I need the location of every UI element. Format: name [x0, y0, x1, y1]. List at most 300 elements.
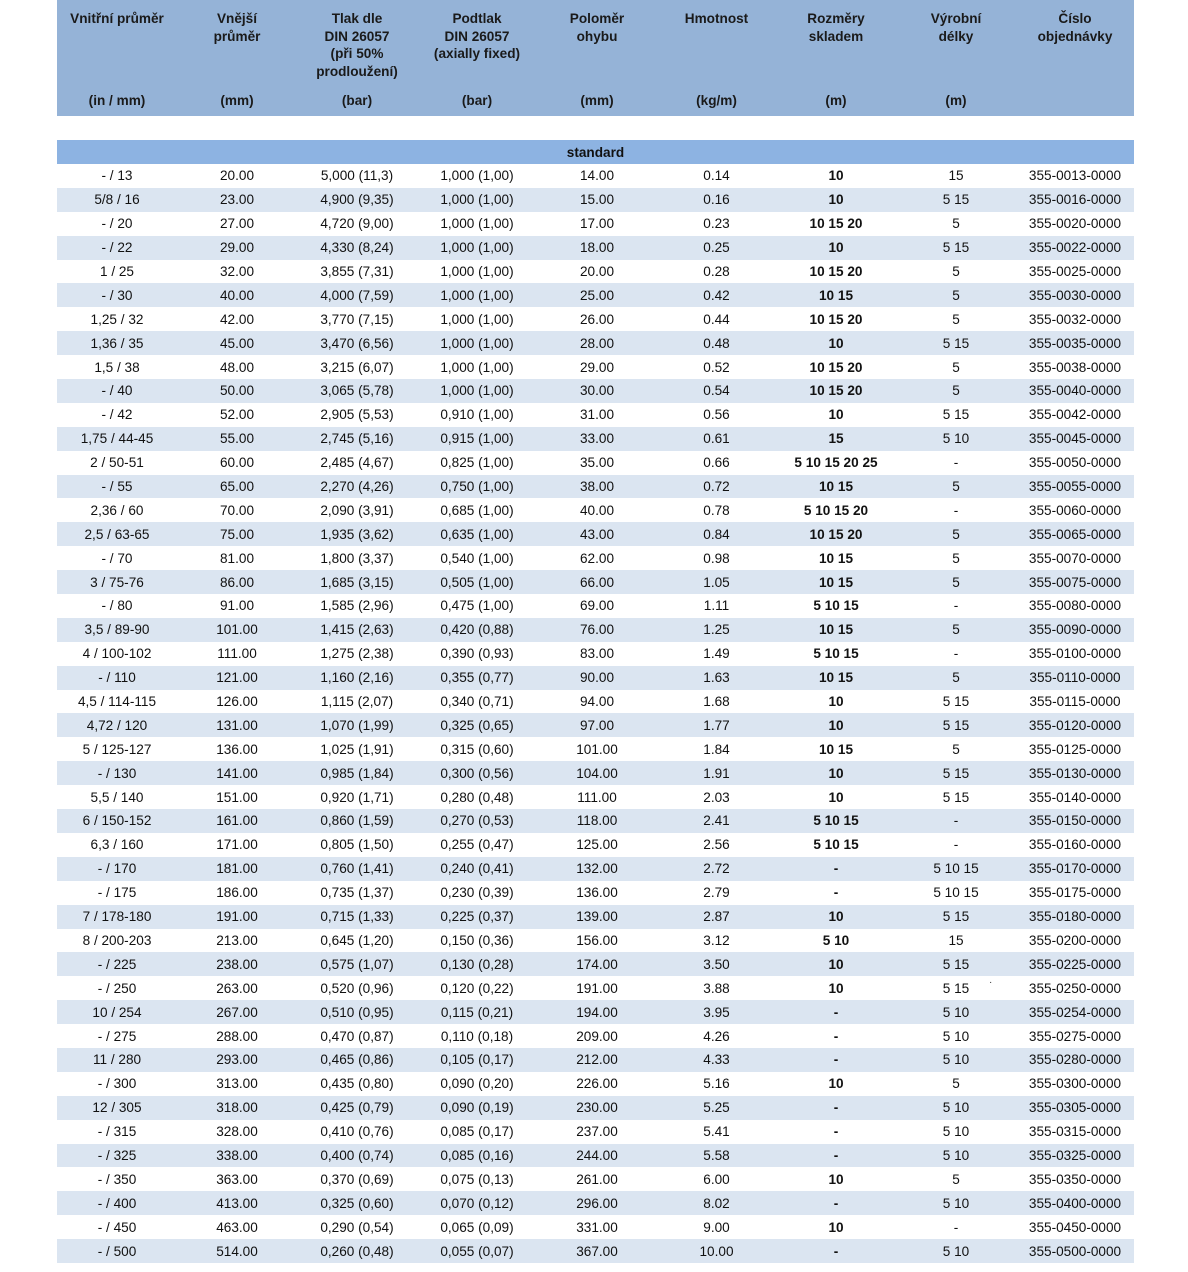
table-cell: 65.00: [177, 475, 297, 499]
table-cell: 355-0140-0000: [1016, 785, 1134, 809]
table-cell: 0.48: [657, 331, 776, 355]
table-cell: 31.00: [537, 403, 657, 427]
table-cell: 5: [896, 737, 1016, 761]
table-cell: 50.00: [177, 379, 297, 403]
column-unit-1: (mm): [177, 85, 297, 116]
table-cell: 1,36 / 35: [57, 331, 177, 355]
table-cell: - / 225: [57, 952, 177, 976]
table-cell: 1,000 (1,00): [417, 188, 537, 212]
table-cell: - / 170: [57, 857, 177, 881]
table-cell: 1.05: [657, 570, 776, 594]
table-cell: 0,290 (0,54): [297, 1215, 417, 1239]
table-cell: -: [776, 881, 896, 905]
table-row: [57, 260, 1134, 284]
table-cell: 2.72: [657, 857, 776, 881]
table-cell: 10 15 20: [776, 212, 896, 236]
table-row: [57, 212, 1134, 236]
table-cell: 2,5 / 63-65: [57, 522, 177, 546]
table-cell: 355-0035-0000: [1016, 331, 1134, 355]
table-row: [57, 809, 1134, 833]
table-row: [57, 1167, 1134, 1191]
table-cell: 514.00: [177, 1239, 297, 1263]
table-cell: - / 110: [57, 666, 177, 690]
table-row: [57, 188, 1134, 212]
table-cell: 171.00: [177, 833, 297, 857]
table-cell: 10.00: [657, 1239, 776, 1263]
column-header-3: Podtlak DIN 26057 (axially fixed): [417, 0, 537, 85]
table-cell: 5 10: [896, 1144, 1016, 1168]
table-cell: 5 10 15 20 25: [776, 451, 896, 475]
table-cell: 0,150 (0,36): [417, 929, 537, 953]
table-cell: 1 / 25: [57, 260, 177, 284]
table-cell: 0,240 (0,41): [417, 857, 537, 881]
table-cell: 267.00: [177, 1000, 297, 1024]
table-cell: 5 15: [896, 331, 1016, 355]
table-cell: 0.84: [657, 522, 776, 546]
table-cell: 355-0038-0000: [1016, 355, 1134, 379]
table-cell: 94.00: [537, 690, 657, 714]
table-cell: 355-0016-0000: [1016, 188, 1134, 212]
table-cell: 2,36 / 60: [57, 498, 177, 522]
table-cell: 10: [776, 952, 896, 976]
table-cell: 0,270 (0,53): [417, 809, 537, 833]
table-row: [57, 1024, 1134, 1048]
table-cell: 355-0045-0000: [1016, 427, 1134, 451]
table-cell: 5 15: [896, 785, 1016, 809]
table-cell: 1,000 (1,00): [417, 212, 537, 236]
table-cell: 3,215 (6,07): [297, 355, 417, 379]
table-cell: 0,340 (0,71): [417, 690, 537, 714]
table-cell: 2.56: [657, 833, 776, 857]
table-cell: 5 10: [896, 1000, 1016, 1024]
table-cell: 0,115 (0,21): [417, 1000, 537, 1024]
table-cell: 0.56: [657, 403, 776, 427]
table-cell: 5 10: [896, 1048, 1016, 1072]
table-cell: 5: [896, 546, 1016, 570]
table-cell: 0,110 (0,18): [417, 1024, 537, 1048]
table-cell: 70.00: [177, 498, 297, 522]
table-cell: 2,905 (5,53): [297, 403, 417, 427]
table-cell: 244.00: [537, 1144, 657, 1168]
table-row: [57, 594, 1134, 618]
table-cell: 10 15 20: [776, 522, 896, 546]
table-cell: 5 10 15: [776, 642, 896, 666]
column-header-2: Tlak dle DIN 26057 (při 50% prodloužení): [297, 0, 417, 85]
table-cell: 1,800 (3,37): [297, 546, 417, 570]
table-cell: -: [896, 498, 1016, 522]
table-cell: -: [896, 451, 1016, 475]
table-cell: - / 30: [57, 283, 177, 307]
table-cell: 5/8 / 16: [57, 188, 177, 212]
table-cell: 363.00: [177, 1167, 297, 1191]
table-cell: 75.00: [177, 522, 297, 546]
table-cell: -: [776, 1096, 896, 1120]
column-header-7: Výrobní délky: [896, 0, 1016, 85]
table-cell: 9.00: [657, 1215, 776, 1239]
table-cell: 355-0110-0000: [1016, 666, 1134, 690]
table-cell: 15: [896, 929, 1016, 953]
table-cell: 69.00: [537, 594, 657, 618]
table-cell: 0,715 (1,33): [297, 905, 417, 929]
table-cell: 318.00: [177, 1096, 297, 1120]
table-cell: 5: [896, 260, 1016, 284]
table-cell: 2.87: [657, 905, 776, 929]
table-cell: 101.00: [177, 618, 297, 642]
table-cell: 0,370 (0,69): [297, 1167, 417, 1191]
table-cell: 0,920 (1,71): [297, 785, 417, 809]
table-cell: 0,280 (0,48): [417, 785, 537, 809]
table-cell: 355-0400-0000: [1016, 1191, 1134, 1215]
table-cell: 42.00: [177, 307, 297, 331]
table-cell: 355-0125-0000: [1016, 737, 1134, 761]
table-row: [57, 713, 1134, 737]
table-cell: 0,760 (1,41): [297, 857, 417, 881]
table-cell: 355-0030-0000: [1016, 283, 1134, 307]
table-cell: 0,225 (0,37): [417, 905, 537, 929]
table-cell: 0,230 (0,39): [417, 881, 537, 905]
table-cell: - / 275: [57, 1024, 177, 1048]
table-row: [57, 355, 1134, 379]
table-cell: 0,075 (0,13): [417, 1167, 537, 1191]
table-cell: 355-0305-0000: [1016, 1096, 1134, 1120]
table-cell: 1.91: [657, 761, 776, 785]
table-row: [57, 1144, 1134, 1168]
table-cell: 0.66: [657, 451, 776, 475]
table-cell: 5: [896, 1072, 1016, 1096]
table-cell: 0.28: [657, 260, 776, 284]
table-cell: 355-0040-0000: [1016, 379, 1134, 403]
table-cell: 10: [776, 1215, 896, 1239]
table-cell: 1,000 (1,00): [417, 164, 537, 188]
table-cell: - / 250: [57, 976, 177, 1000]
table-cell: 6 / 150-152: [57, 809, 177, 833]
table-cell: 0,300 (0,56): [417, 761, 537, 785]
table-cell: 355-0350-0000: [1016, 1167, 1134, 1191]
table-cell: - / 175: [57, 881, 177, 905]
table-cell: 0,070 (0,12): [417, 1191, 537, 1215]
table-cell: 3.95: [657, 1000, 776, 1024]
table-cell: 0,635 (1,00): [417, 522, 537, 546]
table-cell: -: [896, 809, 1016, 833]
table-row: [57, 1048, 1134, 1072]
table-cell: 1,275 (2,38): [297, 642, 417, 666]
table-cell: 10: [776, 331, 896, 355]
table-cell: 0,520 (0,96): [297, 976, 417, 1000]
table-row: [57, 761, 1134, 785]
table-cell: 355-0050-0000: [1016, 451, 1134, 475]
table-cell: 1.63: [657, 666, 776, 690]
table-cell: 0.52: [657, 355, 776, 379]
table-cell: 0.23: [657, 212, 776, 236]
table-cell: 10: [776, 236, 896, 260]
table-cell: -: [776, 857, 896, 881]
table-row: [57, 1000, 1134, 1024]
table-cell: - / 40: [57, 379, 177, 403]
column-unit-8: [1016, 85, 1134, 116]
column-header-6: Rozměry skladem: [776, 0, 896, 85]
table-cell: 156.00: [537, 929, 657, 953]
table-cell: 10: [776, 905, 896, 929]
table-cell: 5: [896, 1167, 1016, 1191]
table-cell: 5 15: [896, 952, 1016, 976]
table-row: [57, 522, 1134, 546]
column-unit-4: (mm): [537, 85, 657, 116]
table-cell: 230.00: [537, 1096, 657, 1120]
table-row: [57, 857, 1134, 881]
table-cell: 15: [776, 427, 896, 451]
table-row: [57, 1120, 1134, 1144]
table-cell: 118.00: [537, 809, 657, 833]
table-row: [57, 1096, 1134, 1120]
table-cell: 3,770 (7,15): [297, 307, 417, 331]
table-cell: 29.00: [537, 355, 657, 379]
table-cell: 0,510 (0,95): [297, 1000, 417, 1024]
table-cell: 1,000 (1,00): [417, 260, 537, 284]
table-cell: 10: [776, 976, 896, 1000]
table-cell: -: [896, 594, 1016, 618]
table-cell: 10: [776, 761, 896, 785]
table-cell: 4 / 100-102: [57, 642, 177, 666]
table-row: [57, 498, 1134, 522]
table-cell: 4,72 / 120: [57, 713, 177, 737]
table-cell: 355-0075-0000: [1016, 570, 1134, 594]
table-cell: 20.00: [537, 260, 657, 284]
table-cell: 5: [896, 522, 1016, 546]
table-body: [57, 116, 1134, 1263]
table-cell: 10: [776, 403, 896, 427]
table-cell: 111.00: [177, 642, 297, 666]
table-row: [57, 642, 1134, 666]
table-cell: 0,465 (0,86): [297, 1048, 417, 1072]
table-cell: 139.00: [537, 905, 657, 929]
table-cell: 126.00: [177, 690, 297, 714]
table-cell: 331.00: [537, 1215, 657, 1239]
table-cell: -: [776, 1048, 896, 1072]
table-cell: 3,065 (5,78): [297, 379, 417, 403]
table-cell: 125.00: [537, 833, 657, 857]
table-cell: 10: [776, 713, 896, 737]
table-cell: 25.00: [537, 283, 657, 307]
table-cell: -: [896, 1215, 1016, 1239]
table-cell: 355-0080-0000: [1016, 594, 1134, 618]
table-row: [57, 618, 1134, 642]
table-row: [57, 905, 1134, 929]
table-cell: 10 / 254: [57, 1000, 177, 1024]
table-cell: 40.00: [177, 283, 297, 307]
table-cell: 0,090 (0,19): [417, 1096, 537, 1120]
table-cell: 0,470 (0,87): [297, 1024, 417, 1048]
table-cell: 2,745 (5,16): [297, 427, 417, 451]
table-cell: 111.00: [537, 785, 657, 809]
table-cell: -: [776, 1191, 896, 1215]
table-cell: 12 / 305: [57, 1096, 177, 1120]
table-cell: 1,000 (1,00): [417, 379, 537, 403]
table-cell: 86.00: [177, 570, 297, 594]
table-cell: 5 10: [896, 1239, 1016, 1263]
table-cell: 10: [776, 164, 896, 188]
table-cell: 0,685 (1,00): [417, 498, 537, 522]
table-cell: 8 / 200-203: [57, 929, 177, 953]
table-cell: 0.42: [657, 283, 776, 307]
table-cell: 0,410 (0,76): [297, 1120, 417, 1144]
table-cell: 0,130 (0,28): [417, 952, 537, 976]
table-cell: 5: [896, 355, 1016, 379]
table-cell: 0,255 (0,47): [417, 833, 537, 857]
table-cell: - / 400: [57, 1191, 177, 1215]
table-cell: 355-0325-0000: [1016, 1144, 1134, 1168]
table-cell: 3,855 (7,31): [297, 260, 417, 284]
column-unit-7: (m): [896, 85, 1016, 116]
table-cell: 0.54: [657, 379, 776, 403]
table-cell: 4,900 (9,35): [297, 188, 417, 212]
table-cell: 0,805 (1,50): [297, 833, 417, 857]
table-cell: 213.00: [177, 929, 297, 953]
table-cell: 3,470 (6,56): [297, 331, 417, 355]
table-cell: 5: [896, 618, 1016, 642]
table-row: [57, 236, 1134, 260]
table-cell: 1.68: [657, 690, 776, 714]
table-cell: 355-0090-0000: [1016, 618, 1134, 642]
table-cell: 263.00: [177, 976, 297, 1000]
table-cell: 1,5 / 38: [57, 355, 177, 379]
table-cell: - / 325: [57, 1144, 177, 1168]
table-cell: 5 15: [896, 976, 1016, 1000]
table-cell: 1,685 (3,15): [297, 570, 417, 594]
table-cell: 0.16: [657, 188, 776, 212]
table-cell: 136.00: [177, 737, 297, 761]
table-cell: 52.00: [177, 403, 297, 427]
table-cell: 33.00: [537, 427, 657, 451]
table-cell: 132.00: [537, 857, 657, 881]
table-cell: 413.00: [177, 1191, 297, 1215]
column-unit-0: (in / mm): [57, 85, 177, 116]
table-cell: 355-0180-0000: [1016, 905, 1134, 929]
table-cell: 191.00: [537, 976, 657, 1000]
table-cell: 2.03: [657, 785, 776, 809]
table-cell: 296.00: [537, 1191, 657, 1215]
table-cell: 3.12: [657, 929, 776, 953]
table-cell: 8.02: [657, 1191, 776, 1215]
table-cell: 238.00: [177, 952, 297, 976]
table-row: [57, 785, 1134, 809]
table-cell: 62.00: [537, 546, 657, 570]
table-cell: 5 10: [896, 1096, 1016, 1120]
table-cell: 4,720 (9,00): [297, 212, 417, 236]
table-row: [57, 833, 1134, 857]
table-cell: 1,115 (2,07): [297, 690, 417, 714]
table-cell: 0,120 (0,22): [417, 976, 537, 1000]
table-cell: 10 15: [776, 475, 896, 499]
table-cell: 121.00: [177, 666, 297, 690]
table-row: [57, 427, 1134, 451]
table-cell: 10 15 20: [776, 260, 896, 284]
table-cell: 5: [896, 570, 1016, 594]
table-cell: 28.00: [537, 331, 657, 355]
table-cell: 355-0150-0000: [1016, 809, 1134, 833]
table-cell: 2,270 (4,26): [297, 475, 417, 499]
table-cell: 355-0200-0000: [1016, 929, 1134, 953]
product-table-container: [57, 0, 1134, 1263]
table-cell: 29.00: [177, 236, 297, 260]
table-cell: 0,390 (0,93): [417, 642, 537, 666]
table-cell: -: [776, 1000, 896, 1024]
table-cell: 355-0060-0000: [1016, 498, 1134, 522]
table-cell: 0,055 (0,07): [417, 1239, 537, 1263]
table-cell: 91.00: [177, 594, 297, 618]
table-cell: 55.00: [177, 427, 297, 451]
table-cell: 1.49: [657, 642, 776, 666]
table-cell: 0,575 (1,07): [297, 952, 417, 976]
table-cell: 1.84: [657, 737, 776, 761]
table-cell: 0,750 (1,00): [417, 475, 537, 499]
table-cell: 0,985 (1,84): [297, 761, 417, 785]
table-cell: 293.00: [177, 1048, 297, 1072]
table-cell: 0,260 (0,48): [297, 1239, 417, 1263]
table-cell: 1.11: [657, 594, 776, 618]
table-cell: 0.14: [657, 164, 776, 188]
table-cell: 0.98: [657, 546, 776, 570]
table-cell: 1,160 (2,16): [297, 666, 417, 690]
table-cell: 35.00: [537, 451, 657, 475]
table-cell: 1,75 / 44-45: [57, 427, 177, 451]
table-cell: 27.00: [177, 212, 297, 236]
header-row-names: [57, 0, 1134, 85]
table-cell: 338.00: [177, 1144, 297, 1168]
table-cell: 5,5 / 140: [57, 785, 177, 809]
table-cell: 5 15: [896, 713, 1016, 737]
table-cell: 32.00: [177, 260, 297, 284]
table-cell: 5: [896, 307, 1016, 331]
table-row: [57, 403, 1134, 427]
table-cell: 151.00: [177, 785, 297, 809]
table-cell: 355-0020-0000: [1016, 212, 1134, 236]
table-cell: 5 15: [896, 761, 1016, 785]
table-cell: 10 15 20: [776, 379, 896, 403]
table-cell: 18.00: [537, 236, 657, 260]
table-cell: 3,5 / 89-90: [57, 618, 177, 642]
table-row: [57, 331, 1134, 355]
table-cell: 1,25 / 32: [57, 307, 177, 331]
table-cell: 0,085 (0,17): [417, 1120, 537, 1144]
table-cell: 186.00: [177, 881, 297, 905]
table-cell: 0.72: [657, 475, 776, 499]
column-unit-6: (m): [776, 85, 896, 116]
table-cell: 104.00: [537, 761, 657, 785]
table-cell: 194.00: [537, 1000, 657, 1024]
table-cell: 288.00: [177, 1024, 297, 1048]
table-cell: - / 70: [57, 546, 177, 570]
table-cell: 2,090 (3,91): [297, 498, 417, 522]
column-unit-2: (bar): [297, 85, 417, 116]
table-cell: 5 10: [896, 427, 1016, 451]
table-cell: - / 42: [57, 403, 177, 427]
table-cell: 10: [776, 690, 896, 714]
table-cell: 0.61: [657, 427, 776, 451]
table-cell: 261.00: [537, 1167, 657, 1191]
table-cell: 90.00: [537, 666, 657, 690]
table-cell: 10 15: [776, 618, 896, 642]
table-cell: 313.00: [177, 1072, 297, 1096]
table-cell: 355-0025-0000: [1016, 260, 1134, 284]
table-cell: 1,000 (1,00): [417, 307, 537, 331]
table-cell: 1,070 (1,99): [297, 713, 417, 737]
table-cell: 0,645 (1,20): [297, 929, 417, 953]
table-cell: 17.00: [537, 212, 657, 236]
table-cell: 355-0100-0000: [1016, 642, 1134, 666]
table-cell: 355-0022-0000: [1016, 236, 1134, 260]
table-cell: 0,860 (1,59): [297, 809, 417, 833]
table-cell: 0,400 (0,74): [297, 1144, 417, 1168]
